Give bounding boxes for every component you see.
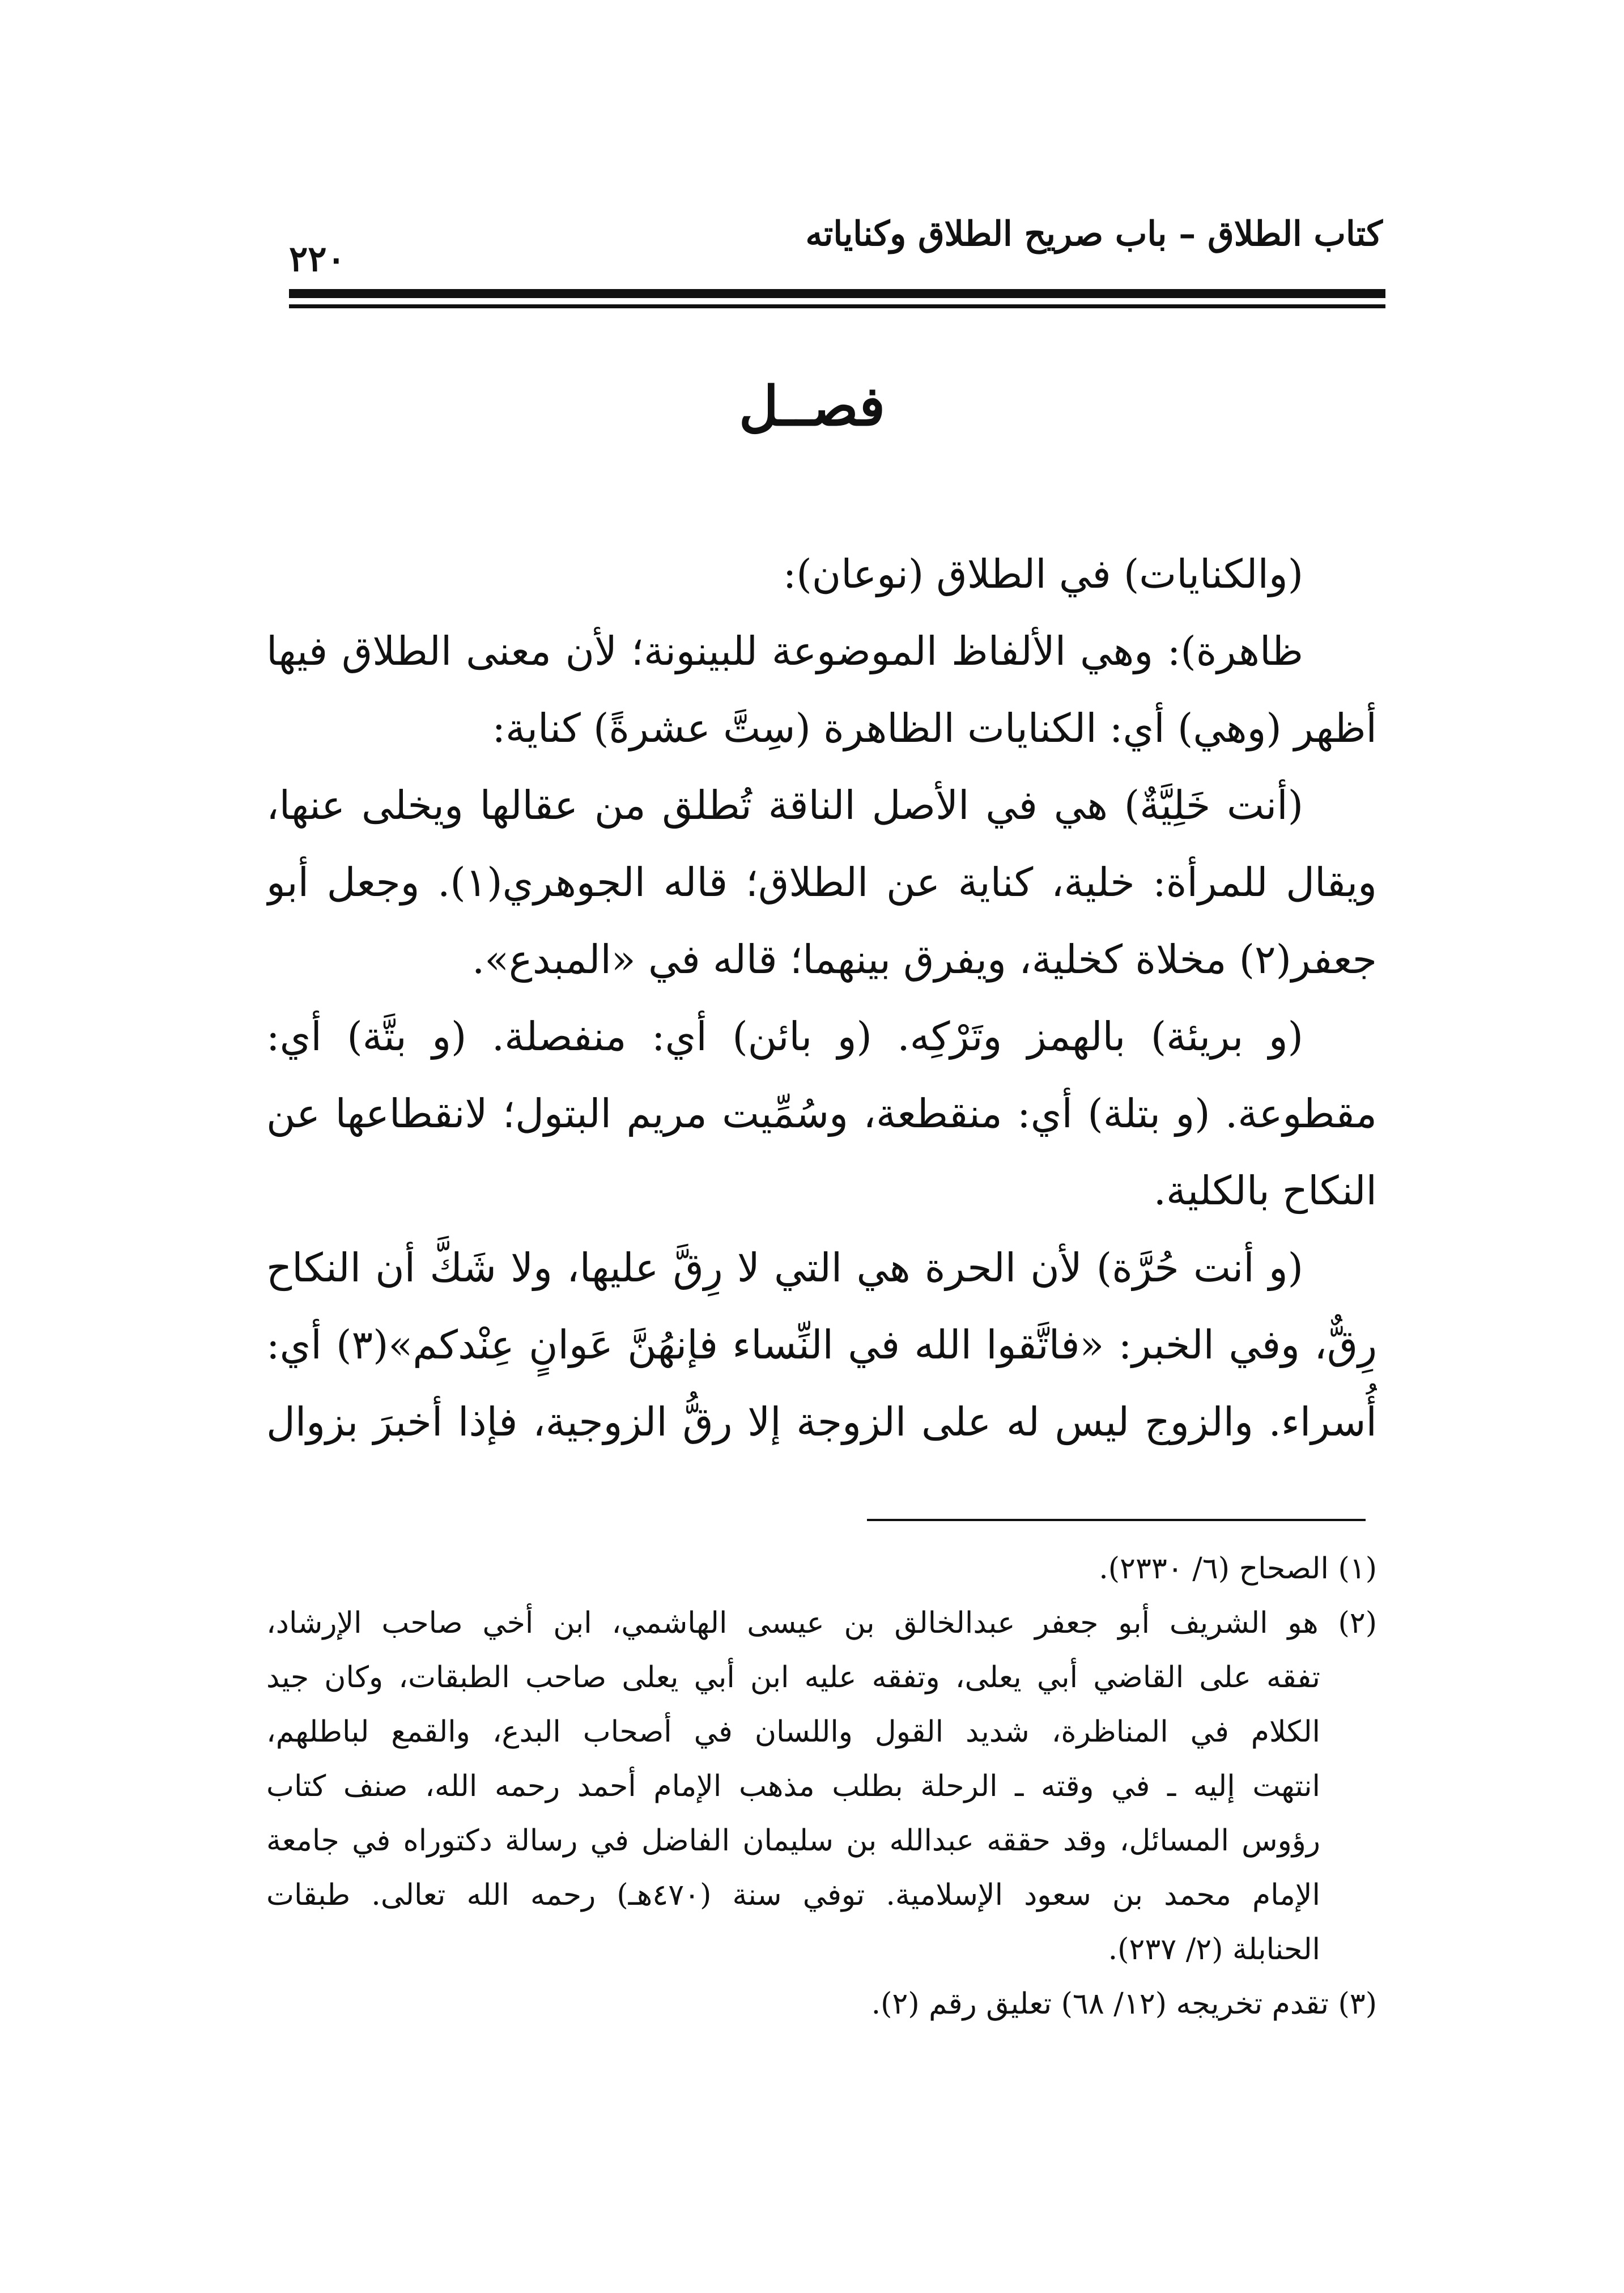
text-line: ويقال للمرأة: خلية، كناية عن الطلاق؛ قاله الجوهري(١). وجعل أبو [266,859,1377,906]
running-header-title: كتاب الطلاق – باب صريح الطلاق وكناياته [805,214,1383,254]
footnote-line: الإمام محمد بن سعود الإسلامية. توفي سنة (٤٧٠هـ) رحمه الله تعالى. طبقات [266,1878,1320,1912]
footnote-separator [867,1519,1366,1521]
text-line: أُسراء. والزوج ليس له على الزوجة إلا رقُّ الزوجية، فإذا أخبرَ بزوال [266,1399,1377,1445]
text-line: (والكنايات) في الطلاق (نوعان): [783,551,1303,597]
header-rule-thin [289,304,1385,308]
header-rule-thick [289,289,1385,298]
footnote-line: الكلام في المناظرة، شديد القول واللسان في أصحاب البدع، والقمع لباطلهم، [266,1715,1320,1749]
footnotes [266,1542,1377,2031]
text-line: (و أنت حُرَّة) لأن الحرة هي التي لا رِقَّ عليها، ولا شَكَّ أن النكاح [266,1245,1303,1291]
footnote-line: تفقه على القاضي أبي يعلى، وتفقه عليه ابن أبي يعلى صاحب الطبقات، وكان جيد [266,1661,1320,1695]
footnote-line: (١) الصحاح (٦/ ٢٣٣٠). [1099,1552,1377,1586]
text-line: (أنت خَلِيَّةٌ) هي في الأصل الناقة تُطلق من عقالها ويخلى عنها، [266,782,1303,829]
text-line: ظاهرة): وهي الألفاظ الموضوعة للبينونة؛ لأن معنى الطلاق فيها [266,628,1303,674]
main-text [266,536,1377,1460]
section-heading: فصــل [738,374,886,438]
page-number: ٢٢٠ [289,238,346,279]
text-line: النكاح بالكلية. [1153,1167,1377,1214]
footnote-line: رؤوس المسائل، وقد حققه عبدالله بن سليمان الفاضل في رسالة دكتوراه في جامعة [266,1824,1320,1858]
text-line: رِقٌّ، وفي الخبر: «فاتَّقوا الله في النِّساء فإنهُنَّ عَوانٍ عِنْدكم»(٣) أي: [266,1322,1377,1368]
footnote-line: الحنابلة (٢/ ٢٣٧). [1108,1933,1320,1967]
text-line: مقطوعة. (و بتلة) أي: منقطعة، وسُمِّيت مريم البتول؛ لانقطاعها عن [266,1090,1377,1137]
footnote-line: (٢) هو الشريف أبو جعفر عبدالخالق بن عيسى الهاشمي، ابن أخي صاحب الإرشاد، [266,1606,1377,1640]
text-line: جعفر(٢) مخلاة كخلية، ويفرق بينهما؛ قاله في «المبدع». [471,936,1377,983]
text-line: أظهر (وهي) أي: الكنايات الظاهرة (سِتَّ عشرةً) كناية: [492,705,1377,751]
footnote-line: انتهت إليه ـ في وقته ـ الرحلة بطلب مذهب الإمام أحمد رحمه الله، صنف كتاب [266,1769,1320,1803]
text-line: (و بريئة) بالهمز وتَرْكِه. (و بائن) أي: منفصلة. (و بتَّة) أي: [266,1013,1303,1060]
footnote-line: (٣) تقدم تخريجه (١٢/ ٦٨) تعليق رقم (٢). [871,1987,1377,2021]
